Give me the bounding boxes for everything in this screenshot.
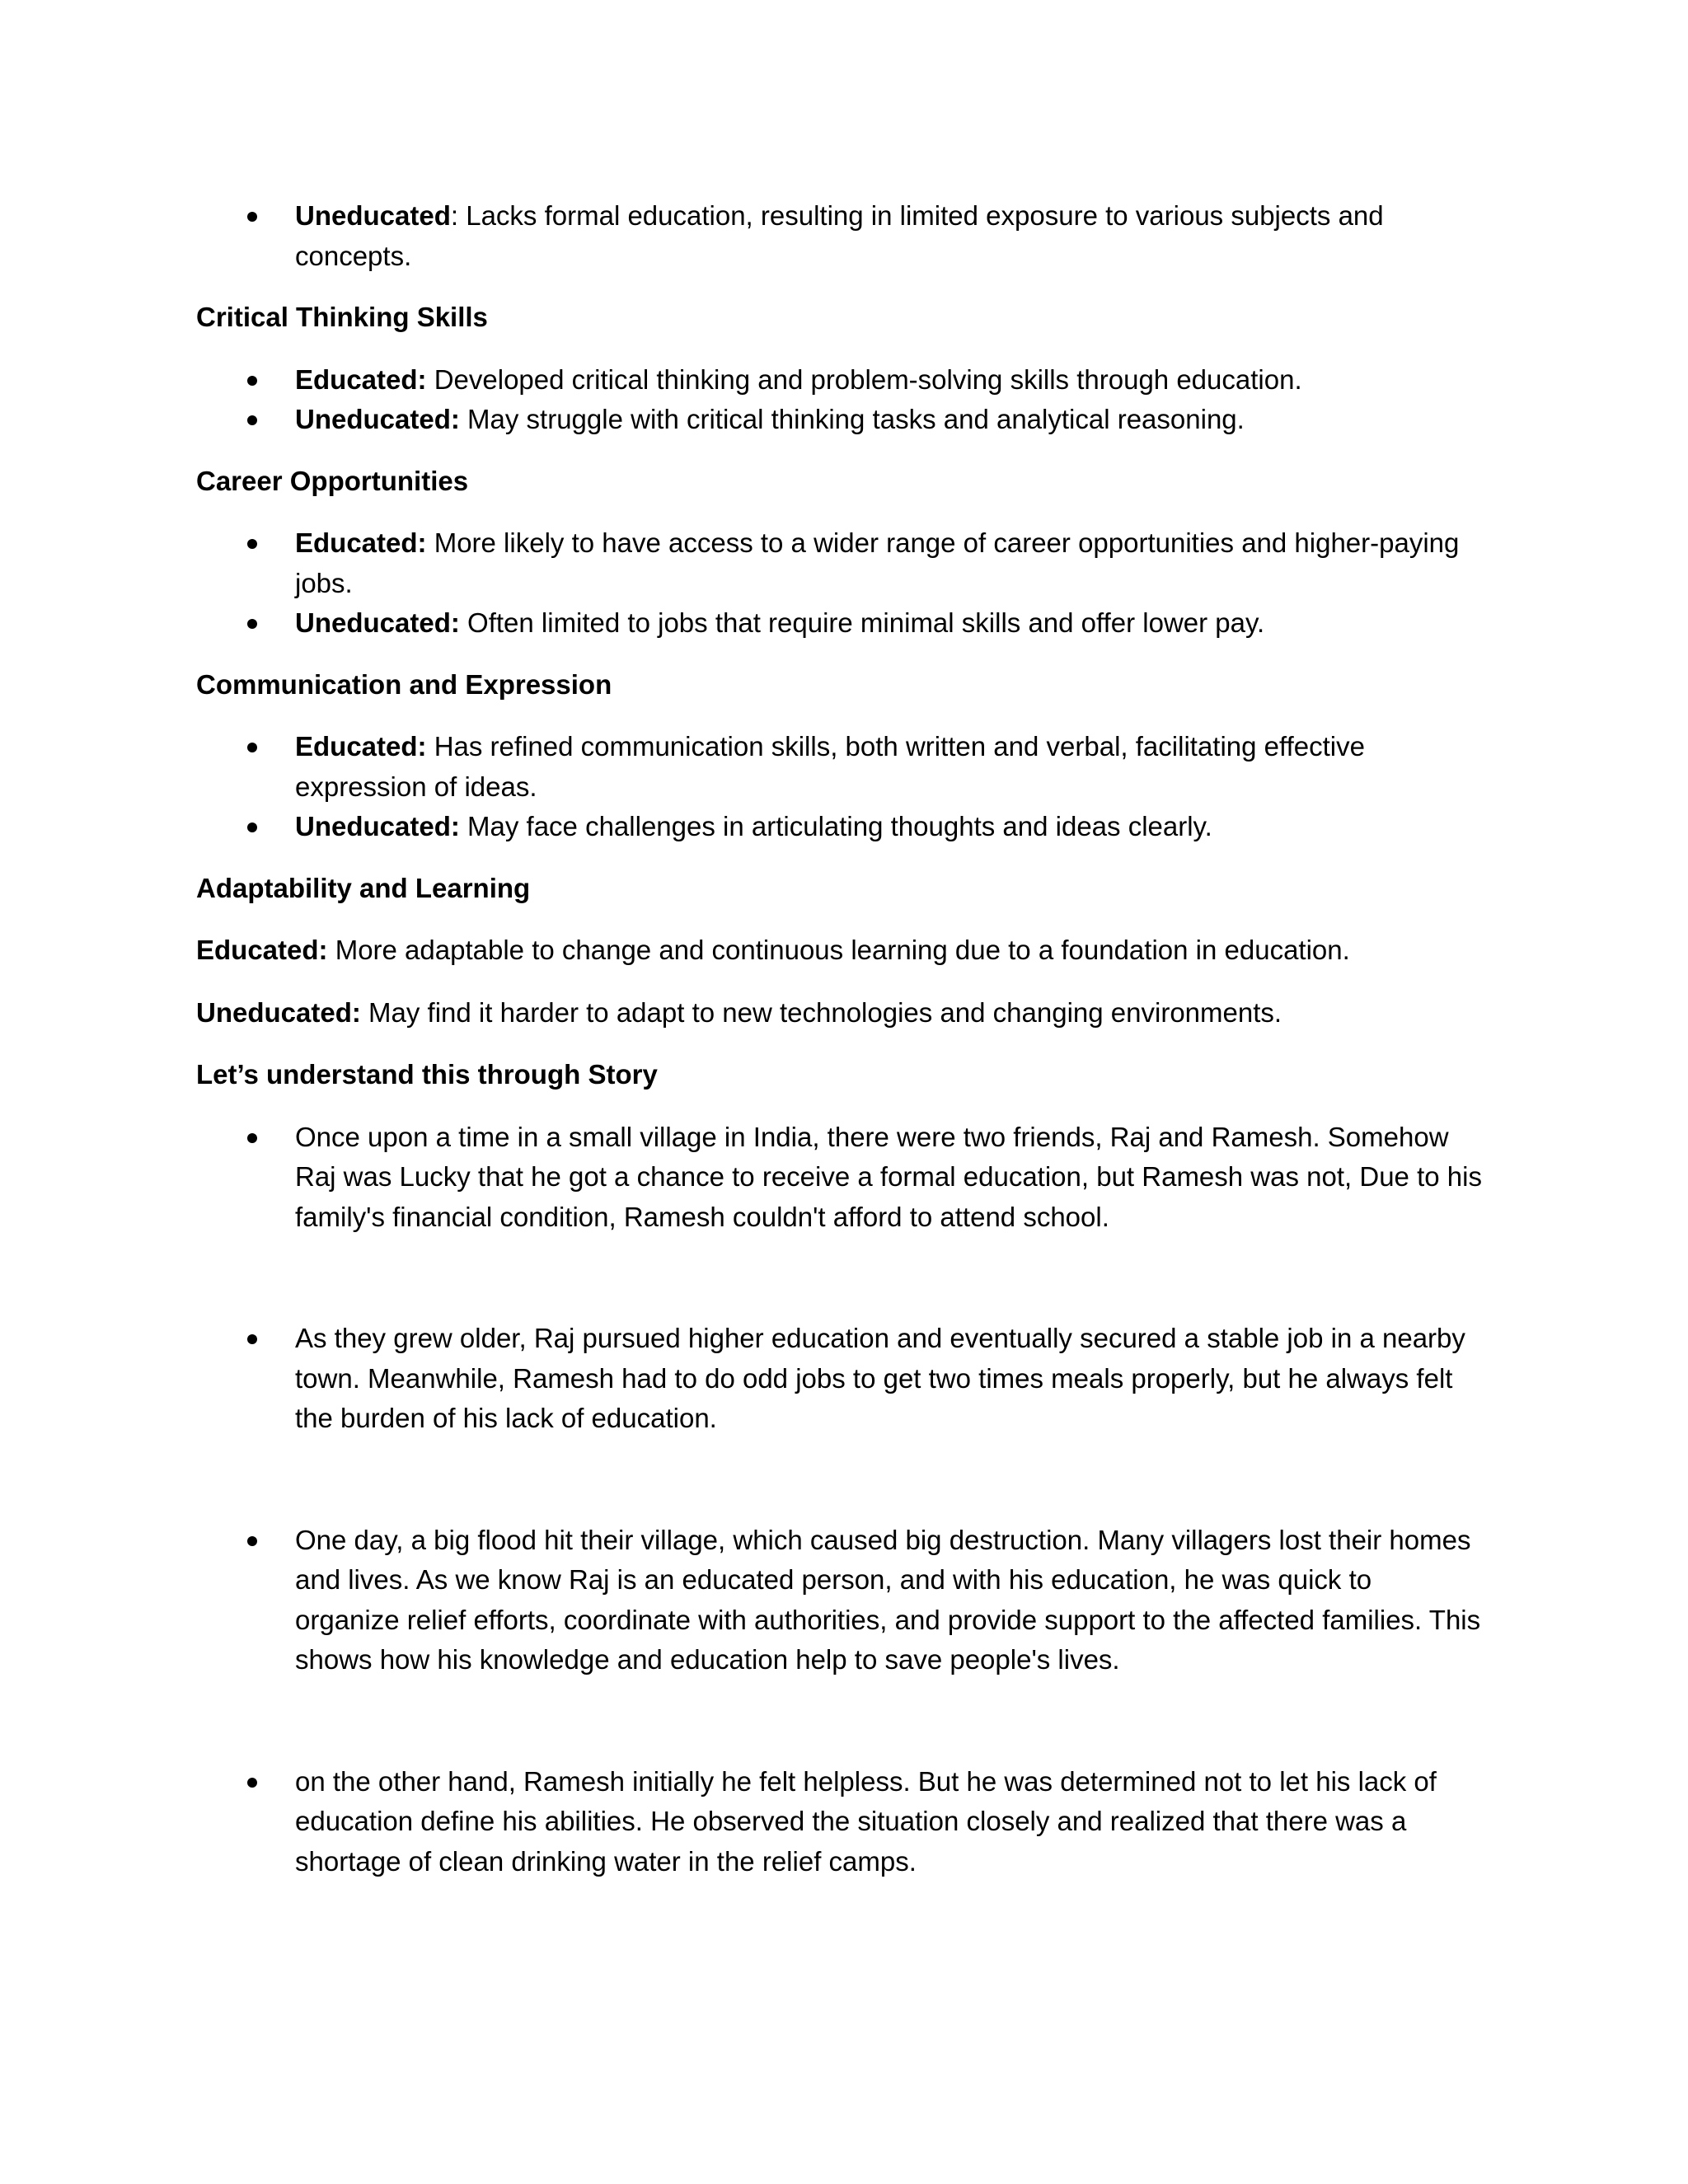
bullet-icon [247, 212, 257, 222]
uneducated-text: Often limited to jobs that require minimal skills and offer lower pay. [459, 607, 1265, 638]
bullet-icon [247, 1133, 257, 1143]
story-paragraph: on the other hand, Ramesh initially he felt helpless. But he was determined not to let his lack of education define his abilities. He observed the situation closely and realized that there was a shortage of clean drinking water in the relief camps. [295, 1765, 1437, 1877]
uneducated-text: May find it harder to adapt to new technologies and changing environments. [360, 996, 1282, 1028]
list-item [196, 523, 1482, 603]
story-list [196, 1762, 1482, 1882]
uneducated-text: : Lacks formal education, resulting in limited exposure to various subjects and concepts. [295, 200, 1384, 271]
uneducated-label: Uneducated: [295, 404, 460, 434]
uneducated-label: Uneducated: [295, 607, 460, 638]
story-paragraph: As they grew older, Raj pursued higher education and eventually secured a stable job in a nearby town. Meanwhile, Ramesh had to do odd jobs to get two times meals properly, but he always felt the burden of his lack of education. [295, 1323, 1465, 1433]
bullet-icon [247, 415, 257, 425]
educated-text: More likely to have access to a wider range of career opportunities and higher-paying jobs. [295, 527, 1460, 598]
list-item [196, 1521, 1482, 1680]
section-heading-career: Career Opportunities [196, 465, 469, 496]
story-list [196, 1319, 1482, 1439]
educated-label: Educated: [295, 527, 427, 558]
uneducated-label: Uneducated [295, 200, 451, 231]
bullet-icon [247, 376, 257, 386]
educated-label: Educated: [295, 363, 427, 395]
list-item [196, 603, 1482, 644]
story-list [196, 1118, 1482, 1238]
list-item [196, 1118, 1482, 1238]
section-heading-adaptability: Adaptability and Learning [196, 872, 531, 903]
section-heading-critical-thinking: Critical Thinking Skills [196, 302, 488, 332]
list-item [196, 1762, 1482, 1882]
bullet-icon [247, 1778, 257, 1788]
bullet-icon [247, 743, 257, 752]
communication-list [196, 727, 1482, 847]
document-page [196, 196, 1482, 1882]
critical-thinking-list [196, 360, 1482, 440]
story-list [196, 1521, 1482, 1680]
section-heading-communication: Communication and Expression [196, 668, 612, 700]
list-item [196, 400, 1482, 440]
bullet-icon [247, 619, 257, 629]
uneducated-label: Uneducated: [196, 996, 361, 1028]
list-item [196, 360, 1482, 401]
list-item [196, 1319, 1482, 1439]
uneducated-text: May face challenges in articulating thoughts and ideas clearly. [459, 811, 1212, 841]
story-paragraph: One day, a big flood hit their village, which caused big destruction. Many villagers lost their homes and lives. As we know Raj is an educated person, and with his education, he was quick to organize relief efforts, coordinate with authorities, and provide support to the affected families. This shows how his knowledge and education help to save people's lives. [295, 1524, 1481, 1675]
uneducated-label: Uneducated: [295, 811, 460, 841]
story-paragraph: Once upon a time in a small village in India, there were two friends, Raj and Ramesh. Somehow Raj was Lucky that he got a chance to receive a formal education, but Ramesh was not, Due to his family's financial condition, Ramesh couldn't afford to attend school. [295, 1121, 1482, 1232]
educated-label: Educated: [295, 731, 427, 762]
bullet-icon [247, 1536, 257, 1546]
bullet-icon [247, 539, 257, 549]
educated-text: Has refined communication skills, both written and verbal, facilitating effective expression of ideas. [295, 731, 1365, 802]
list-item [196, 807, 1482, 847]
adaptability-uneducated-paragraph [196, 993, 1482, 1033]
section-heading-story: Let’s understand this through Story [196, 1059, 658, 1090]
uneducated-text: May struggle with critical thinking tasks and analytical reasoning. [459, 404, 1245, 434]
adaptability-educated-paragraph [196, 930, 1482, 971]
list-item [196, 727, 1482, 807]
educated-label: Educated: [196, 935, 328, 965]
educated-text: More adaptable to change and continuous learning due to a foundation in education. [327, 935, 1350, 965]
bullet-icon [247, 823, 257, 832]
career-list [196, 523, 1482, 644]
educated-text: Developed critical thinking and problem-solving skills through education. [426, 363, 1302, 395]
intro-list [196, 196, 1482, 276]
list-item [196, 196, 1482, 276]
bullet-icon [247, 1334, 257, 1344]
